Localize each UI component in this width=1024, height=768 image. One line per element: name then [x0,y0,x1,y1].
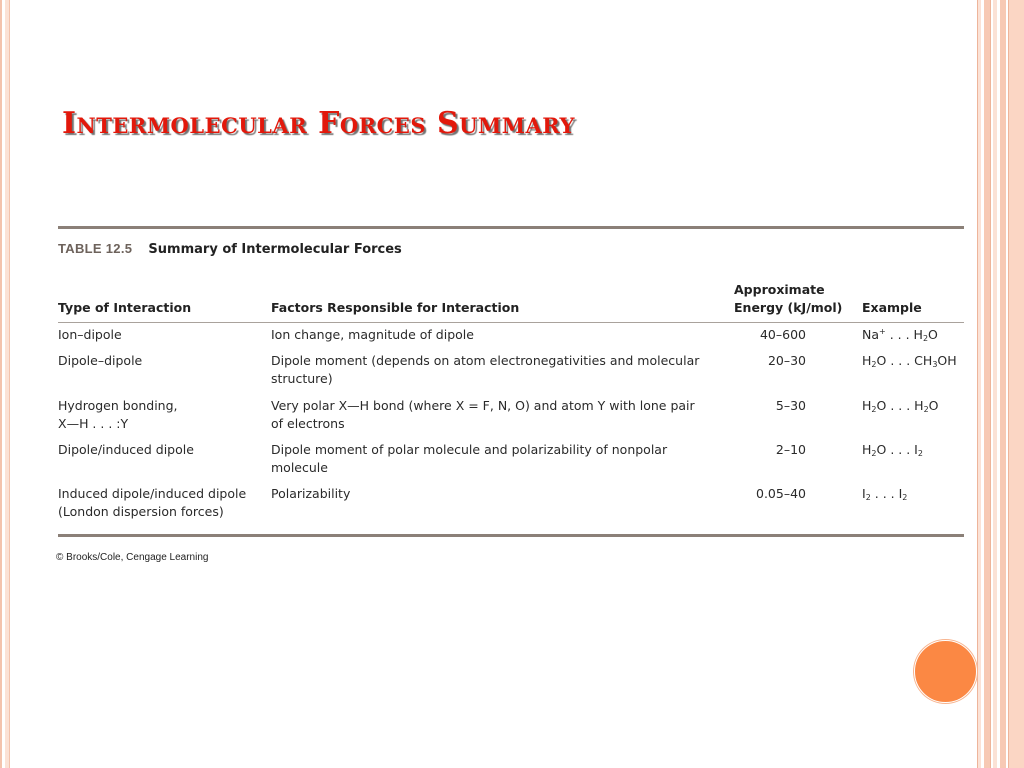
cell-energy: 40–600 [759,327,806,342]
header-energy-line2: Energy (kJ/mol) [734,300,843,315]
slide-title: Intermolecular Forces Summary [62,106,576,141]
cell-factors: structure) [271,371,333,386]
example-part: 2 [922,334,929,343]
header-factors: Factors Responsible for Interaction [271,300,520,315]
example-part: H [862,353,872,368]
example-part: + [879,327,886,336]
example-part: 2 [871,360,877,369]
right-stripe [978,0,981,768]
example-part: H [862,442,872,457]
cell-type: X—H . . . :Y [58,416,129,431]
example-part: 2 [871,405,877,414]
cell-factors: molecule [271,460,328,475]
example-part: 2 [923,405,929,414]
cell-type: Ion–dipole [58,327,122,342]
right-stripe [993,0,997,768]
header-energy-line1: Approximate [734,282,825,297]
header-rule [58,322,964,323]
example-part: 2 [871,449,877,458]
example-part: Na [862,327,880,342]
example-part: I [914,442,918,457]
example-part: I [862,486,866,501]
example-part: I [898,486,903,501]
table-name: Summary of Intermolecular Forces [148,242,402,257]
cell-example [862,441,923,459]
left-border [0,0,2,768]
example-part: 2 [917,449,923,458]
table-caption [58,241,402,257]
right-stripe-line [1008,0,1009,768]
cell-factors: of electrons [271,416,345,431]
example-part: O [876,353,887,368]
cell-energy: 20–30 [767,353,806,368]
cell-energy: 0.05–40 [756,486,806,501]
header-example: Example [862,300,922,315]
cell-factors: Dipole moment of polar molecule and polarizability of nonpolar [271,442,668,457]
cell-factors: Very polar X—H bond (where X = F, N, O) and atom Y with lone pair [271,398,695,413]
cell-energy: 2–10 [775,442,806,457]
example-part: 2 [865,493,871,502]
example-part: . . . [886,442,915,457]
cell-factors: Polarizability [271,486,351,501]
right-stripe [1000,0,1006,768]
header-type: Type of Interaction [58,300,192,315]
example-part: 2 [902,493,908,502]
right-stripe [1009,0,1024,768]
decorative-orange-circle [914,640,977,703]
table-top-rule [58,226,964,229]
right-stripe-line [977,0,978,768]
table-label: TABLE 12.5 [58,241,133,256]
cell-type: (London dispersion forces) [58,504,224,519]
example-part: . . . [870,486,899,501]
example-part: CH [914,353,933,368]
cell-factors: Ion change, magnitude of dipole [271,327,474,342]
example-part: H [914,398,924,413]
cell-type: Dipole–dipole [58,353,143,368]
example-part: O [876,442,887,457]
cell-factors: Dipole moment (depends on atom electronegativities and molecular [271,353,700,368]
example-part: . . . [886,398,915,413]
example-part: OH [937,353,957,368]
cell-type: Hydrogen bonding, [58,398,178,413]
example-part: H [862,398,872,413]
cell-type: Induced dipole/induced dipole [58,486,247,501]
example-part: O [928,398,939,413]
example-part: H [913,327,923,342]
copyright-credit: © Brooks/Cole, Cengage Learning [56,552,209,563]
cell-energy: 5–30 [775,398,806,413]
example-part: . . . [885,327,914,342]
cell-example [862,397,939,415]
cell-example [862,352,957,370]
cell-example [862,326,938,344]
table-bottom-rule [58,534,964,537]
cell-type: Dipole/induced dipole [58,442,194,457]
cell-example [862,485,907,503]
example-part: O [928,327,938,342]
example-part: O [876,398,887,413]
example-part: 3 [932,360,938,369]
left-border-inner [5,0,10,768]
example-part: . . . [886,353,915,368]
right-stripe-line [990,0,991,768]
